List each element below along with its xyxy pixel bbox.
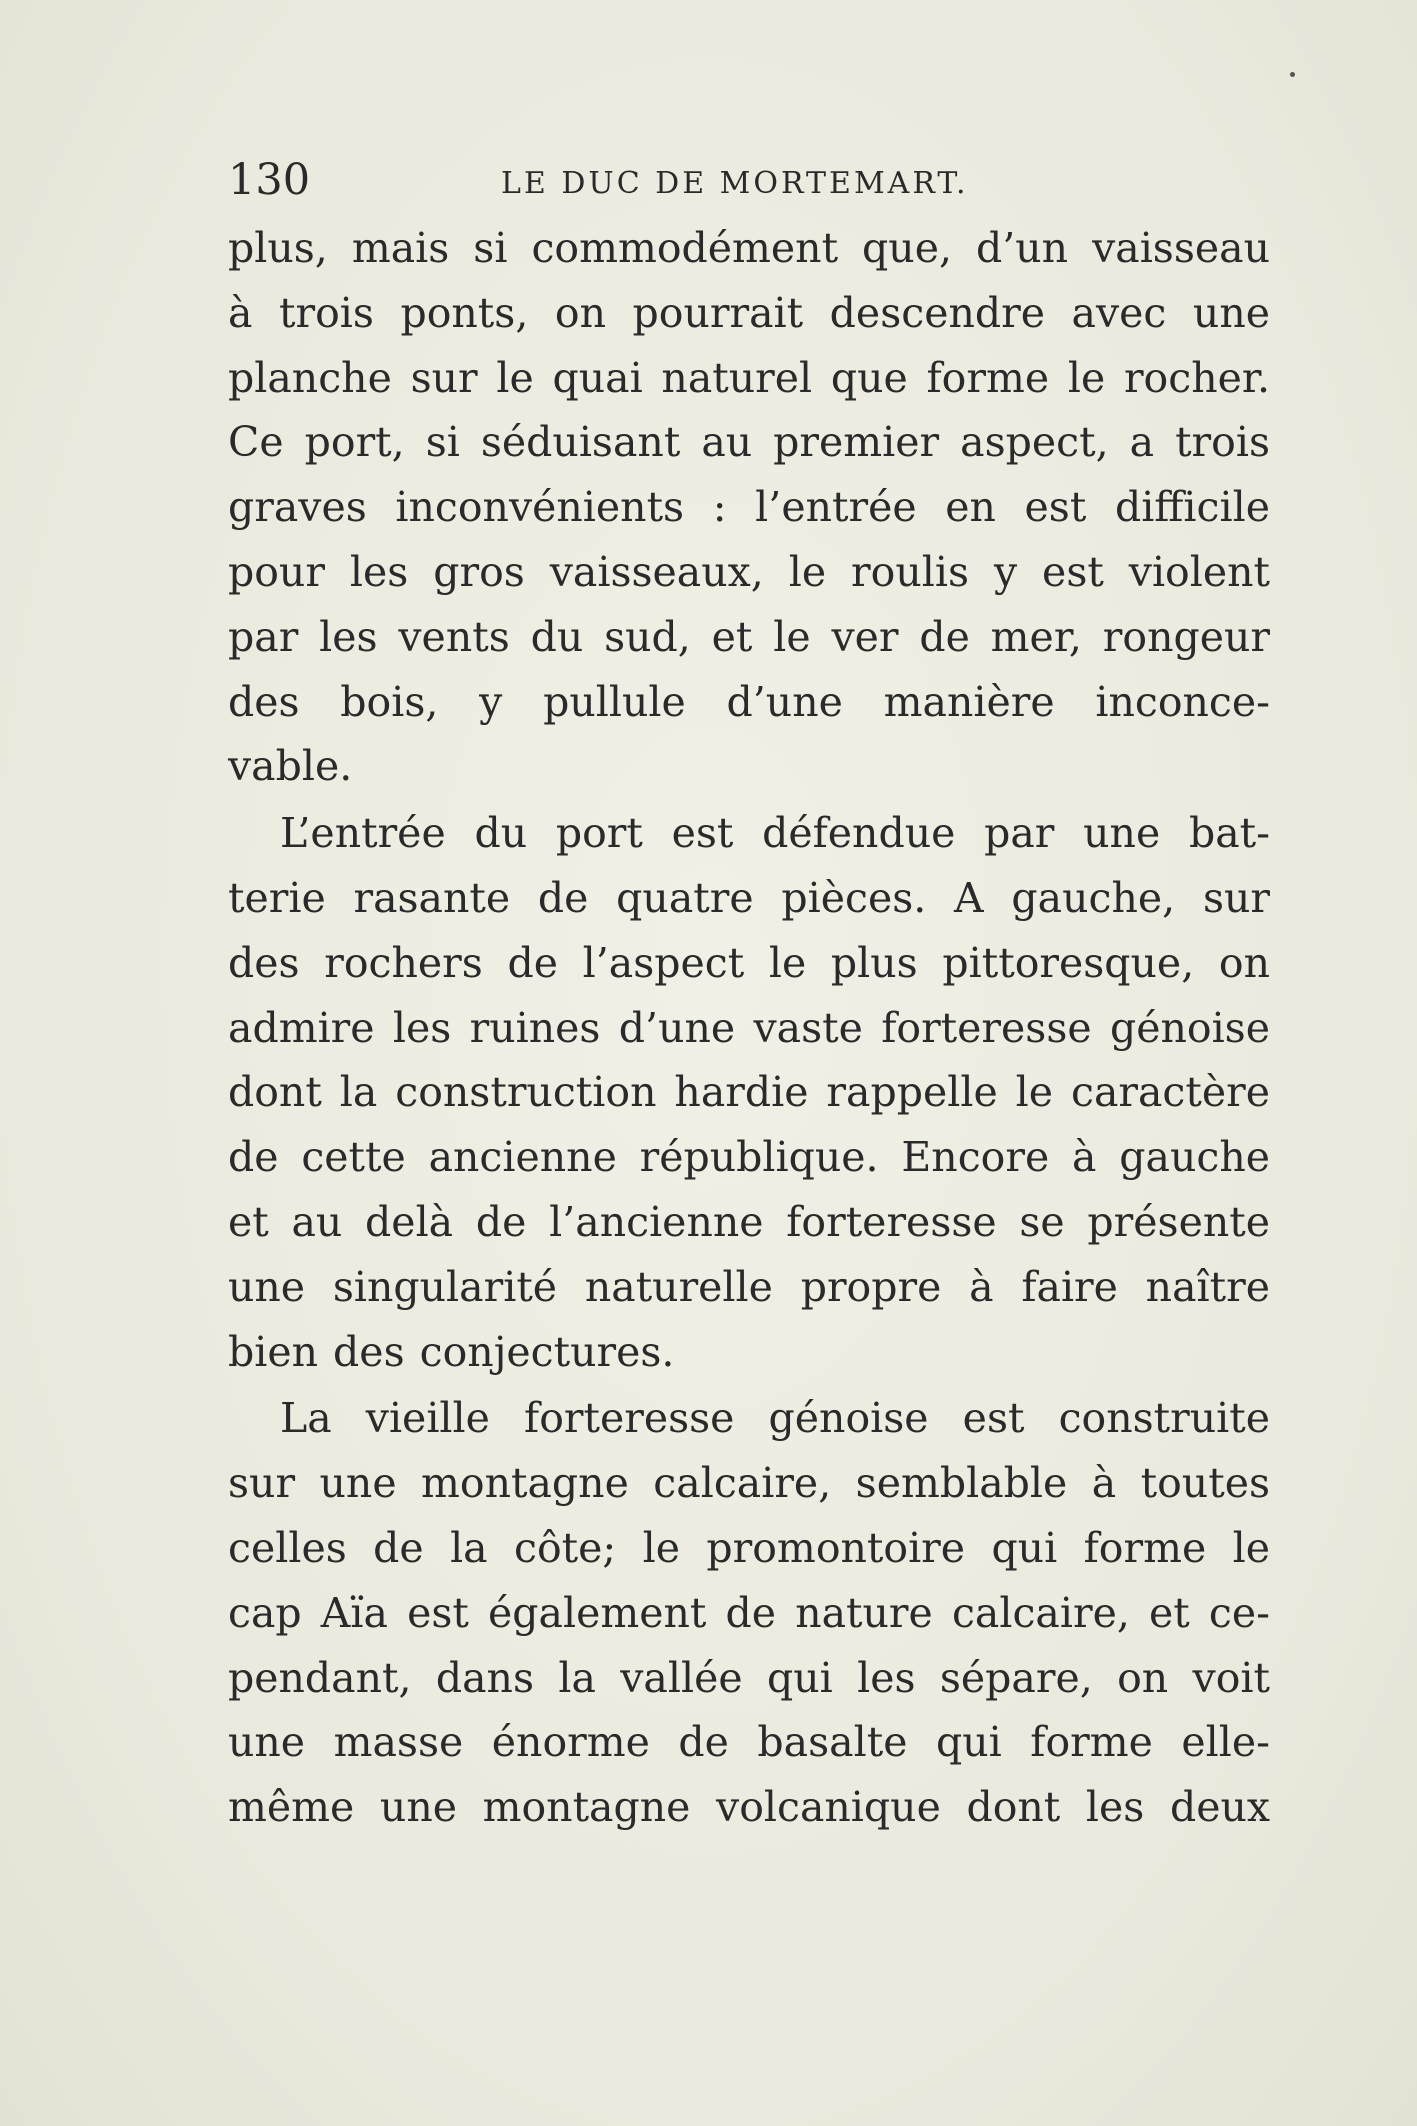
text-line: vable. [228,742,353,791]
text-line: sur une montagne calcaire, semblable à toutes [228,1459,1270,1508]
running-head [228,152,1278,208]
text-line: une singularité naturelle propre à faire naître [228,1262,1270,1311]
text-line: bien des conjectures. [228,1327,675,1376]
text-line: plus, mais si commodément que, d’un vaisseau [228,224,1270,272]
page-number: 130 [228,155,311,205]
text-line: planche sur le quai naturel que forme le rocher. [228,353,1270,402]
text-line: terie rasante de quatre pièces. A gauche, sur [228,873,1270,922]
text-line: même une montagne volcanique dont les deux [228,1783,1270,1832]
text-line: des bois, y pullule d’une manière inconce- [228,677,1270,726]
text-line: à trois ponts, on pourrait descendre avec une [228,288,1270,337]
text-line: L’entrée du port est défendue par une bat- [280,809,1270,858]
paragraph-3 [228,1386,1270,1840]
paragraph-1 [228,216,1270,799]
text-line: La vieille forteresse génoise est construite [280,1394,1270,1443]
ink-speck [1290,72,1295,77]
text-line: de cette ancienne république. Encore à gauche [228,1133,1270,1182]
running-title: LE DUC DE MORTEMART. [501,166,969,201]
text-line: Ce port, si séduisant au premier aspect, a trois [228,418,1270,467]
text-line: des rochers de l’aspect le plus pittoresque, on [228,938,1270,987]
text-line: celles de la côte; le promontoire qui forme le [228,1523,1270,1572]
text-line: admire les ruines d’une vaste forteresse génoise [228,1003,1270,1052]
paragraph-2 [228,801,1270,1384]
text-line: graves inconvénients : l’entrée en est difficile [228,483,1270,532]
text-line: une masse énorme de basalte qui forme elle- [228,1718,1270,1767]
text-line: pendant, dans la vallée qui les sépare, on voit [228,1653,1270,1702]
body-text [228,216,1270,1842]
text-line: par les vents du sud, et le ver de mer, rongeur [228,612,1270,661]
text-line: cap Aïa est également de nature calcaire, et ce- [228,1588,1270,1637]
text-line: dont la construction hardie rappelle le caractère [228,1068,1270,1117]
text-line: et au delà de l’ancienne forteresse se présente [228,1197,1270,1246]
text-line: pour les gros vaisseaux, le roulis y est violent [228,547,1270,596]
